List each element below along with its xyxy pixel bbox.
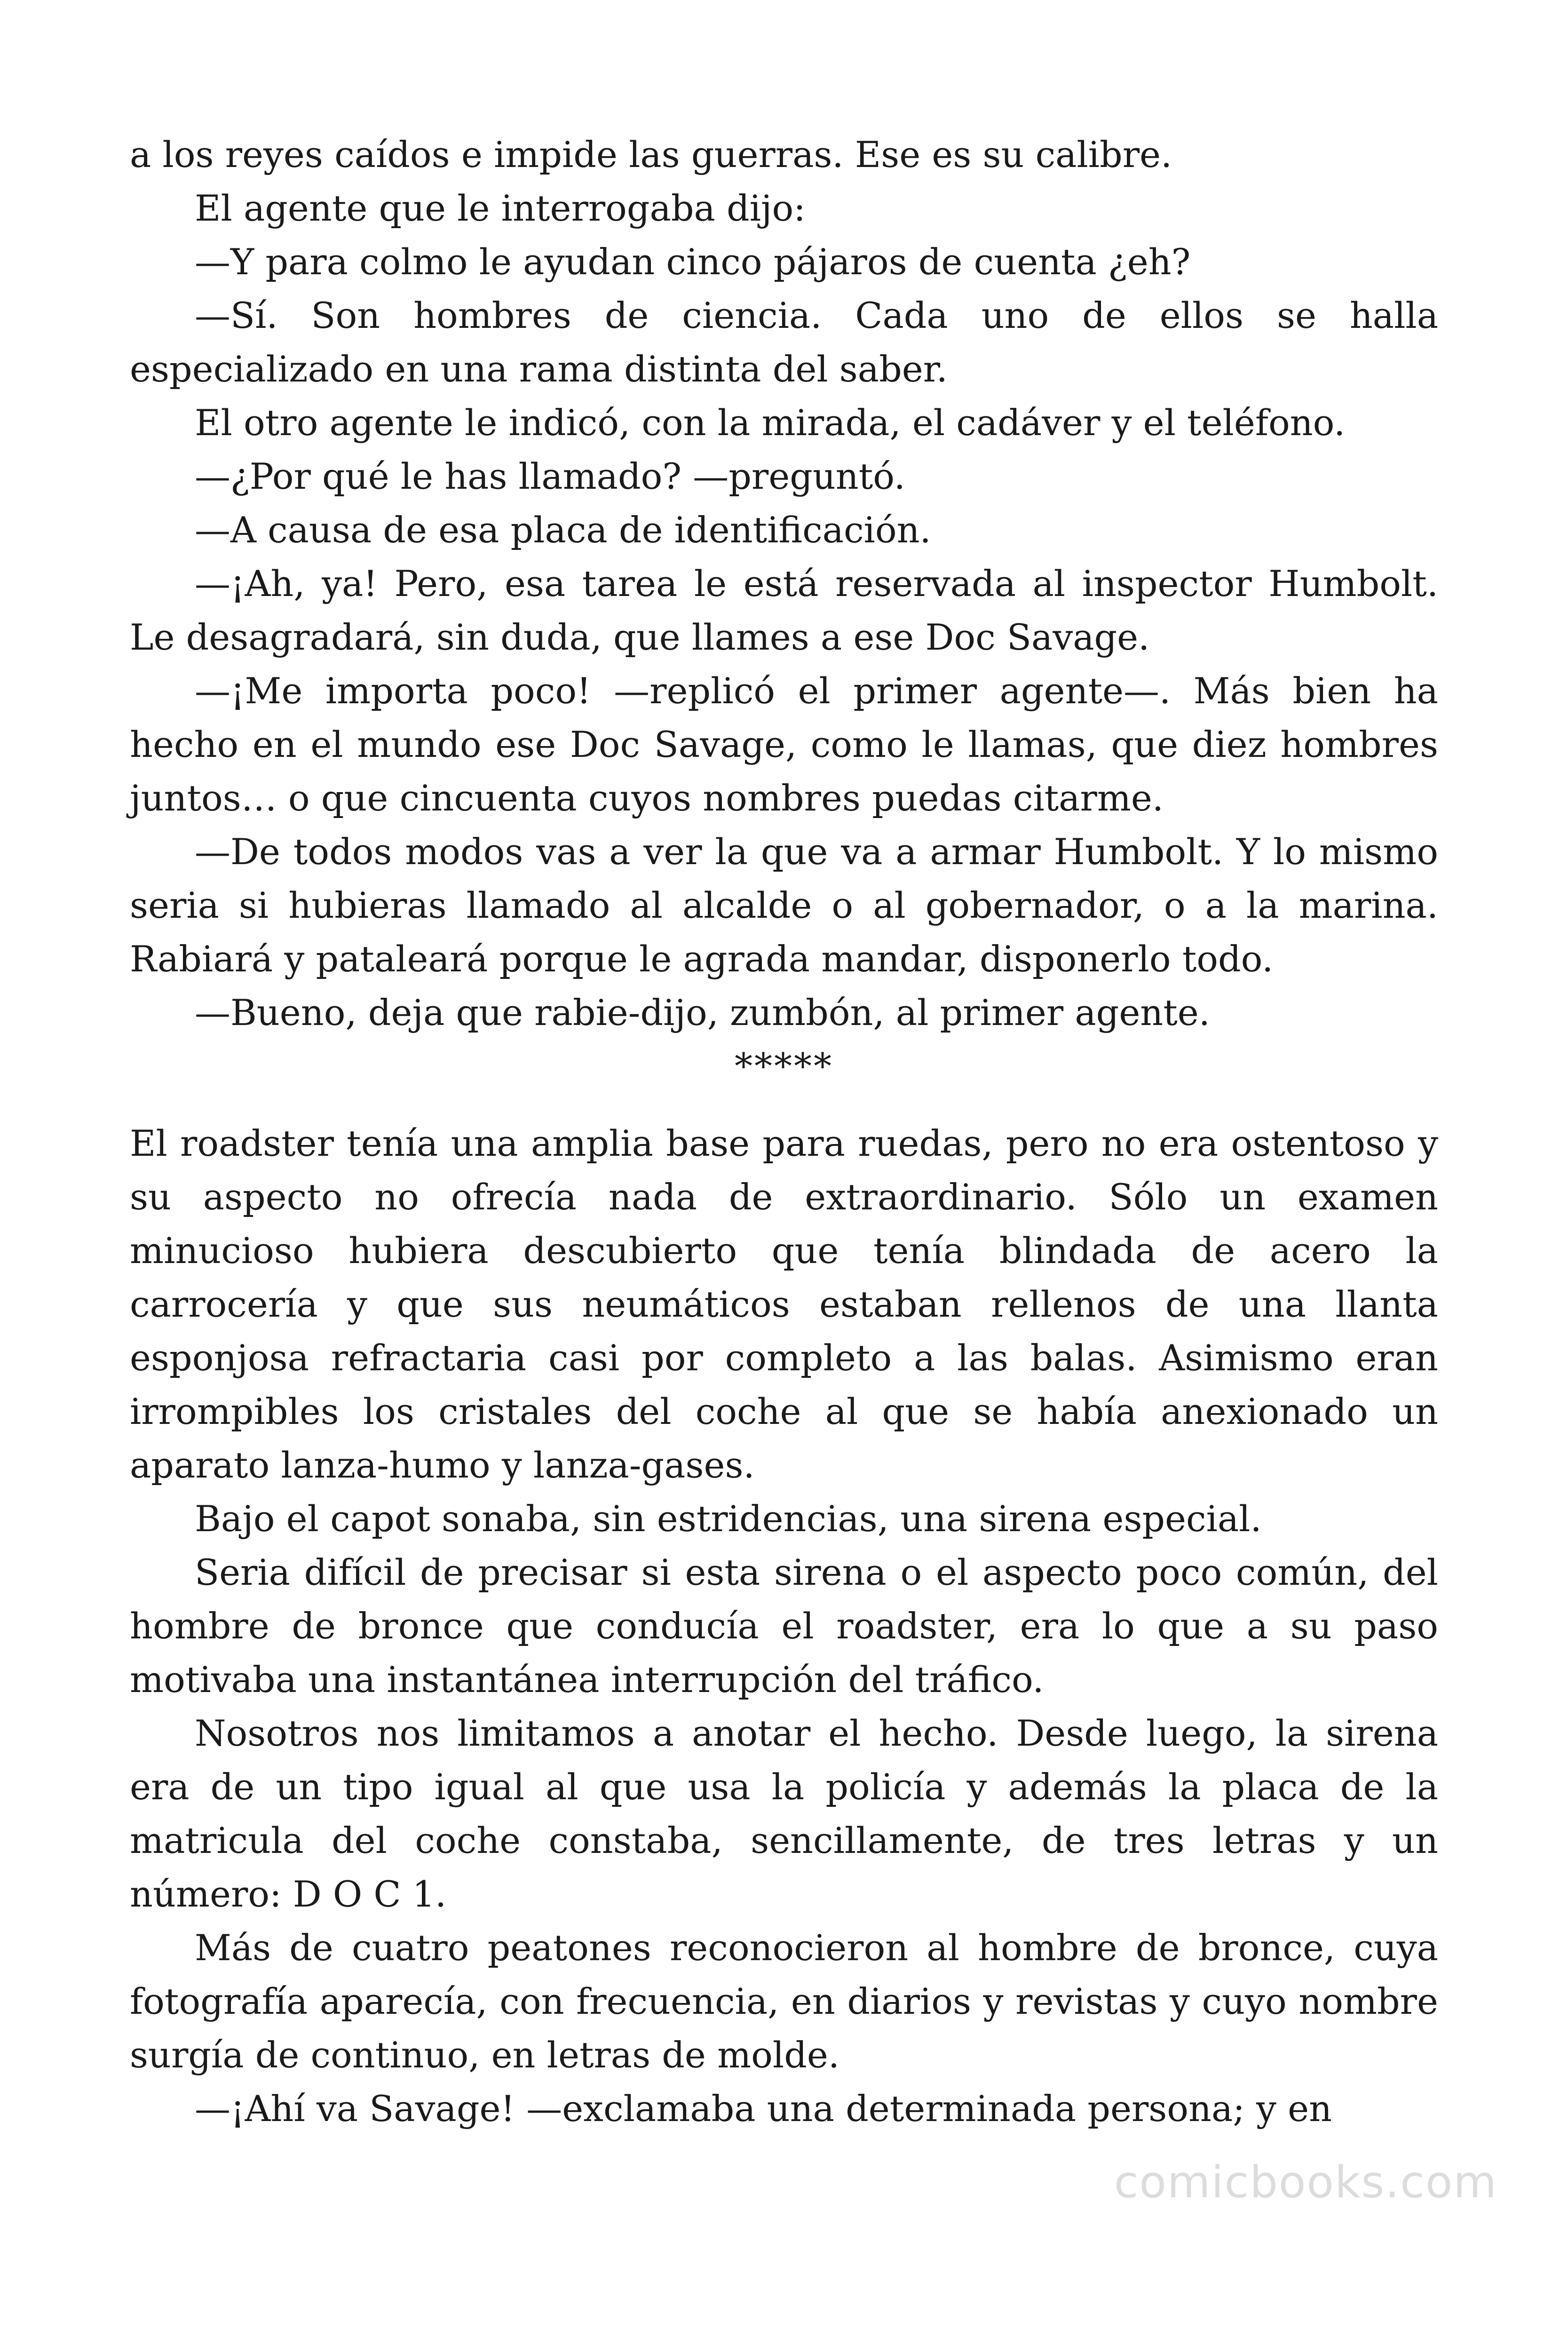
paragraph: —A causa de esa placa de identificación. — [195, 509, 931, 551]
paragraph: El otro agente le indicó, con la mirada, el cadáver y el teléfono. — [195, 402, 1346, 444]
paragraph: —¡Ahí va Savage! —exclamaba una determinada persona; y en — [195, 2088, 1332, 2130]
paragraph: Nosotros nos limitamos a anotar el hecho. Desde luego, la sirena era de un tipo igual al que usa la policía y además la placa de la matricula del coche constaba, sencillamente, de tres letras y un número: D O C 1. — [130, 1712, 1438, 1915]
paragraph: —Sí. Son hombres de ciencia. Cada uno de ellos se halla especializado en una rama distinta del saber. — [130, 294, 1438, 390]
paragraph: Bajo el capot sonaba, sin estridencias, una sirena especial. — [195, 1498, 1262, 1540]
paragraph: —¡Ah, ya! Pero, esa tarea le está reservada al inspector Humbolt. Le desagradará, sin duda, que llames a ese Doc Savage. — [130, 563, 1438, 658]
paragraph: —De todos modos vas a ver la que va a armar Humbolt. Y lo mismo seria si hubieras llamado al alcalde o al gobernador, o a la marina. Rabiará y pataleará porque le agrada mandar, disponerlo todo. — [130, 831, 1438, 980]
paragraph: El agente que le interrogaba dijo: — [195, 187, 806, 229]
paragraph: a los reyes caídos e impide las guerras. Ese es su calibre. — [130, 134, 1172, 175]
paragraph: Seria difícil de precisar si esta sirena o el aspecto poco común, del hombre de bronce que conducía el roadster, era lo que a su paso motivaba una instantánea interrupción del tráfico. — [130, 1551, 1438, 1700]
paragraph: El roadster tenía una amplia base para ruedas, pero no era ostentoso y su aspecto no ofrecía nada de extraordinario. Sólo un examen minucioso hubiera descubierto que tenía blindada de acero la carrocería y que sus neumáticos estaban rellenos de una llanta esponjosa refractaria casi por completo a las balas. Asimismo eran irrompibles los cristales del coche al que se había anexionado un aparato lanza-humo y lanza-gases. — [130, 1122, 1438, 1486]
page-text — [130, 128, 1438, 2136]
paragraph: —¿Por qué le has llamado? —preguntó. — [195, 455, 905, 497]
section-separator: ***** — [735, 1045, 833, 1087]
paragraph: Más de cuatro peatones reconocieron al hombre de bronce, cuya fotografía aparecía, con frecuencia, en diarios y revistas y cuyo nombre surgía de continuo, en letras de molde. — [130, 1927, 1438, 2076]
paragraph: —¡Me importa poco! —replicó el primer agente—. Más bien ha hecho en el mundo ese Doc Savage, como le llamas, que diez hombres juntos… o que cincuenta cuyos nombres puedas citarme. — [130, 670, 1438, 819]
paragraph: —Y para colmo le ayudan cinco pájaros de cuenta ¿eh? — [195, 241, 1191, 283]
watermark: comicbooks.com — [1114, 2157, 1497, 2208]
paragraph: —Bueno, deja que rabie-dijo, zumbón, al primer agente. — [195, 992, 1210, 1033]
